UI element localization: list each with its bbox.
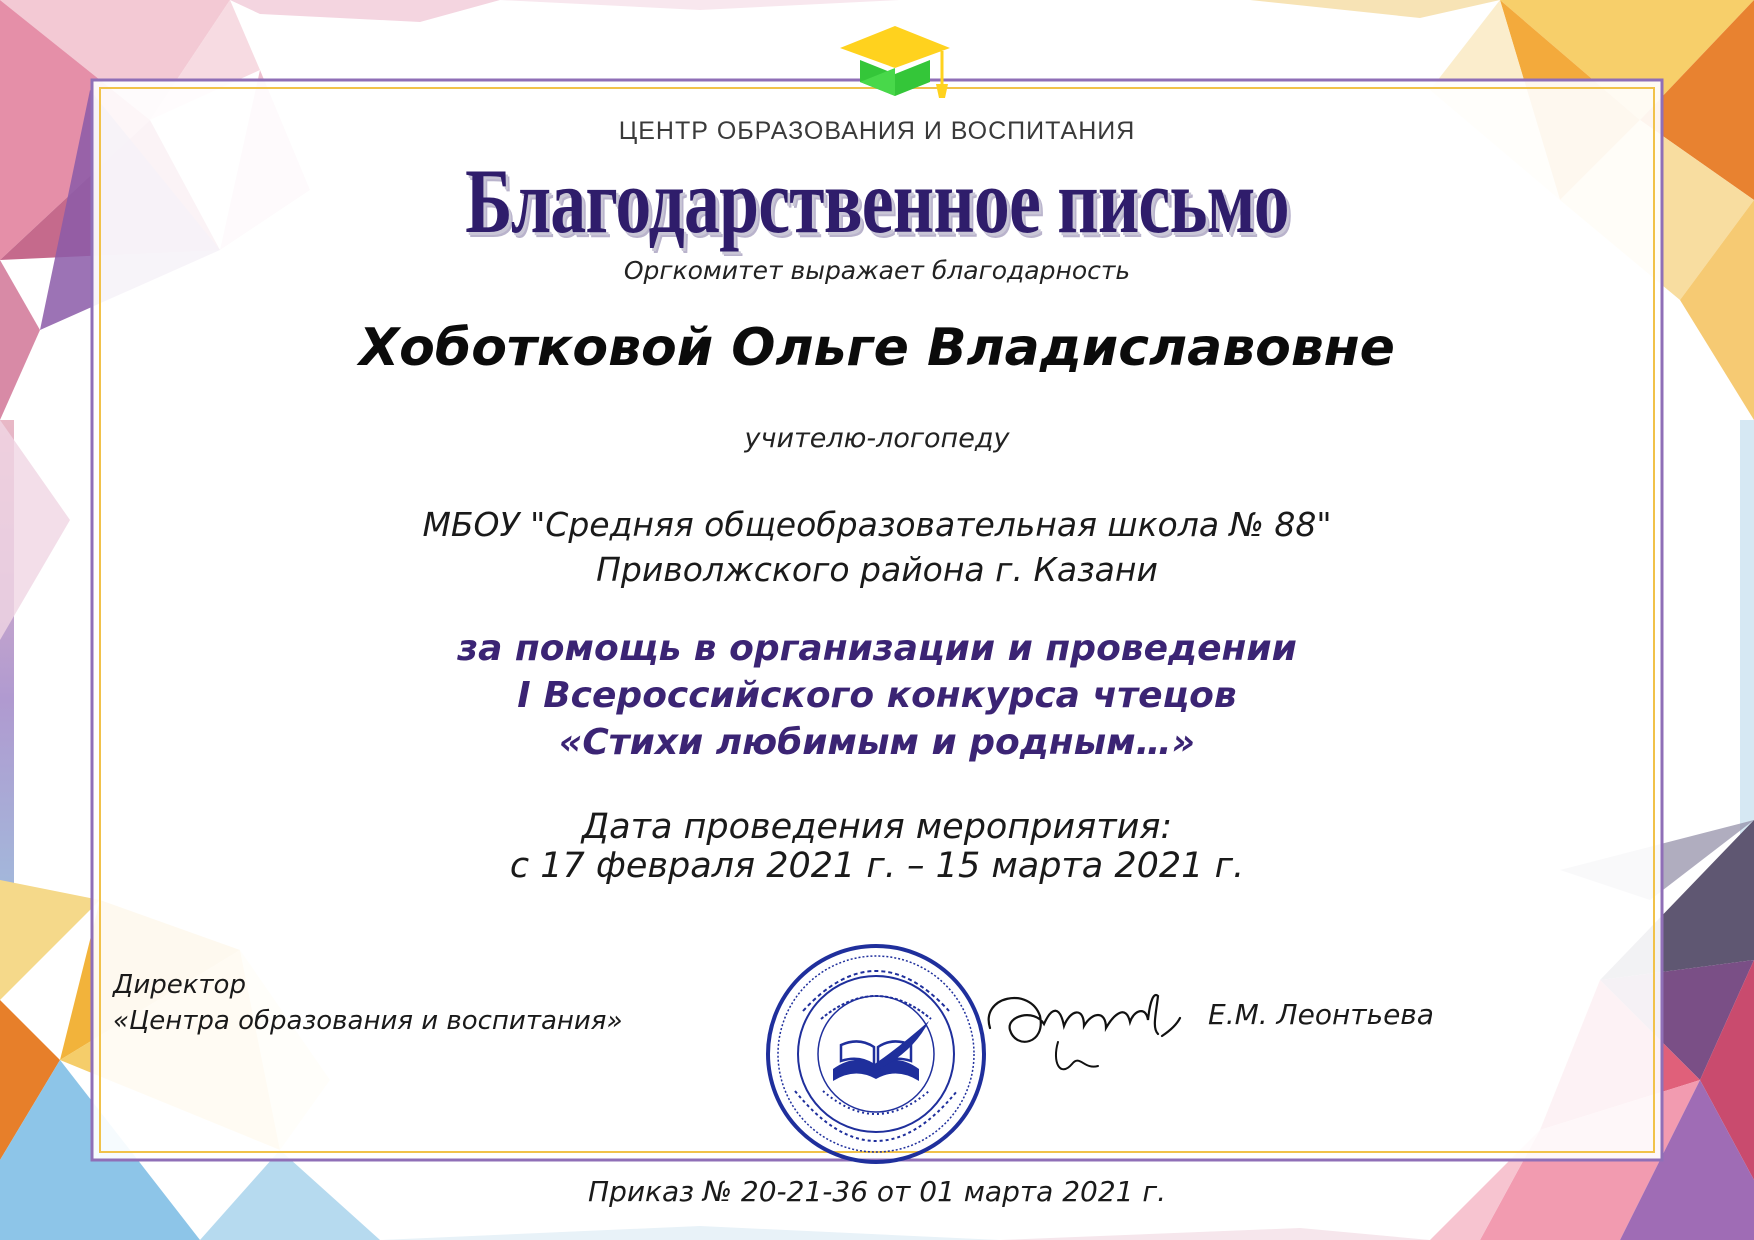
recipient-name: Хоботковой Ольге Владиславовне — [359, 318, 1395, 378]
recipient-position: учителю-логопеду — [744, 423, 1010, 454]
org-name: ЦЕНТР ОБРАЗОВАНИЯ И ВОСПИТАНИЯ — [618, 117, 1136, 145]
graduation-cap-icon — [830, 26, 960, 116]
signer-name: Е.М. Леонтьева — [1208, 998, 1434, 1031]
reason-line-2: I Всероссийского конкурса чтецов — [517, 675, 1237, 716]
date-range: с 17 февраля 2021 г. – 15 марта 2021 г. — [509, 846, 1245, 886]
order-reference: Приказ № 20-21-36 от 01 марта 2021 г. — [588, 1175, 1166, 1208]
institution-line-2: Приволжского района г. Казани — [596, 550, 1158, 589]
open-book-quill-icon — [833, 1021, 929, 1081]
official-stamp — [763, 941, 989, 1167]
reason-line-3: «Стихи любимым и родным…» — [558, 722, 1196, 763]
institution-line-1: МБОУ "Средняя общеобразовательная школа № 88" — [422, 505, 1332, 544]
handwritten-signature — [980, 966, 1190, 1096]
page-title: Благодарственное письмо — [465, 150, 1289, 252]
date-label: Дата проведения мероприятия: — [581, 807, 1173, 847]
director-label: Директор — [113, 970, 246, 1000]
director-org: «Центра образования и воспитания» — [113, 1006, 623, 1036]
intro-text: Оргкомитет выражает благодарность — [623, 256, 1131, 285]
reason-line-1: за помощь в организации и проведении — [457, 628, 1297, 669]
